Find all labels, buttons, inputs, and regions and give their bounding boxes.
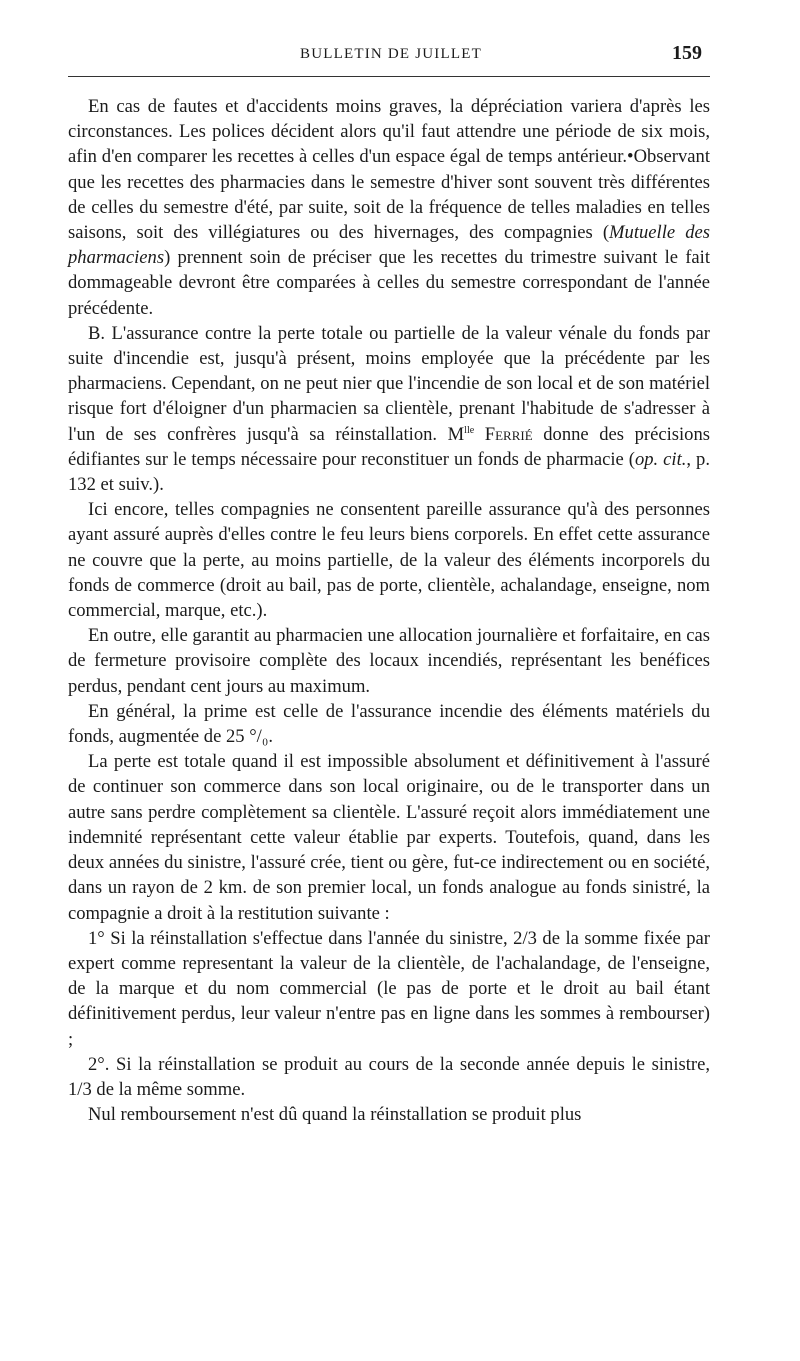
paragraph-1-italic: Mutuelle des pharmaciens [68,222,710,269]
paragraph-2-italic: op. cit. [634,448,687,470]
paragraph-2 [68,321,710,497]
paragraph-8: 2°. Si la réinstallation se produit au cours de la seconde année depuis le sinistre, 1/3 de la même somme. [68,1053,710,1100]
running-title: BULLETIN DE JUILLET [300,46,482,62]
paragraph-1 [68,94,710,321]
header-rule [68,76,710,77]
paragraph-5: En général, la prime est celle de l'assurance incendie des éléments matériels du fonds, augmentée de 25 °/₀. [68,700,710,748]
page-header [0,42,800,72]
body-text [68,94,710,1127]
page-number: 159 [672,42,702,64]
paragraph-2-mid: donne des précisions édifiantes sur le temps nécessaire pour reconstituer un fonds de pharmacie ( [68,423,710,470]
paragraph-2-superscript: lle [464,424,475,436]
paragraph-2-end: , p. 132 et suiv.). [68,448,710,496]
paragraph-2-text: B. L'assurance contre la perte totale ou partielle de la valeur vénale du fonds par suite d'incendie est, jusqu'à présent, moins employée que la précédente par les pharmaciens. Cependant, on ne peut nier que l'incendie de son local et de son matériel risque fort d'éloigner d'un pharmacien sa clientèle, prenant l'habitude de s'adresser à l'un de ses confrères jusqu'à sa réinstallation. M [68,322,710,445]
paragraph-1-text: En cas de fautes et d'accidents moins graves, la dépréciation variera d'après les circonstances. Les polices décident alors qu'il faut attendre une période de six mois, afin d'en comparer les recettes à celles d'un espace égal de temps antérieur.•Observant que les recettes des pharmacies dans le semestre d'hiver sont souvent très différentes de celles du semestre d'été, par suite, soit de la fréquence de telles maladies en telles saisons, soit des villégiatures ou des hivernages, des compagnies ( [68,96,710,244]
paragraph-9: Nul remboursement n'est dû quand la réinstallation se produit plus [88,1104,582,1126]
paragraph-3: Ici encore, telles compagnies ne consentent pareille assurance qu'à des personnes ayant assuré auprès d'elles contre le feu leurs biens corporels. En effet cette assurance ne couvre que la perte, au moins partielle, de la valeur des éléments incorporels du fonds de commerce (droit au bail, pas de porte, clientèle, achalandage, enseigne, nom commercial, marque, etc.). [68,499,710,622]
paragraph-2-name: Ferrié [484,423,533,445]
paragraph-7: 1° Si la réinstallation s'effectue dans l'année du sinistre, 2/3 de la somme fixée par expert comme representant la valeur de la clientèle, de l'achalandage, de l'enseigne, de la marque et du nom commercial (le pas de porte et le droit au bail étant définitivement perdus, leur valeur n'entre pas en ligne dans les sommes à rembourser) ; [68,927,710,1050]
paragraph-4: En outre, elle garantit au pharmacien une allocation journalière et forfaitaire, en cas de fermeture provisoire complète des locaux incendiés, représentant les benéfices perdus, pendant cent jours au maximum. [68,625,710,697]
paragraph-6: La perte est totale quand il est impossible absolument et définitivement à l'assuré de continuer son commerce dans son local originaire, ou de le transporter dans un autre sans perdre complètement sa clientèle. L'assuré reçoit alors immédiatement une indemnité représentant cette valeur établie par experts. Toutefois, quand, dans les deux années du sinistre, l'assuré crée, tient ou gère, fut-ce indirectement ou en société, dans un rayon de 2 km. de son premier local, un fonds analogue au fonds sinistré, la compagnie a droit à la restitution suivante : [68,751,710,924]
paragraph-1-end: ) prennent soin de préciser que les recettes du trimestre suivant le fait dommageable devront être comparées à celles du semestre correspondant de l'année précédente. [68,247,710,319]
